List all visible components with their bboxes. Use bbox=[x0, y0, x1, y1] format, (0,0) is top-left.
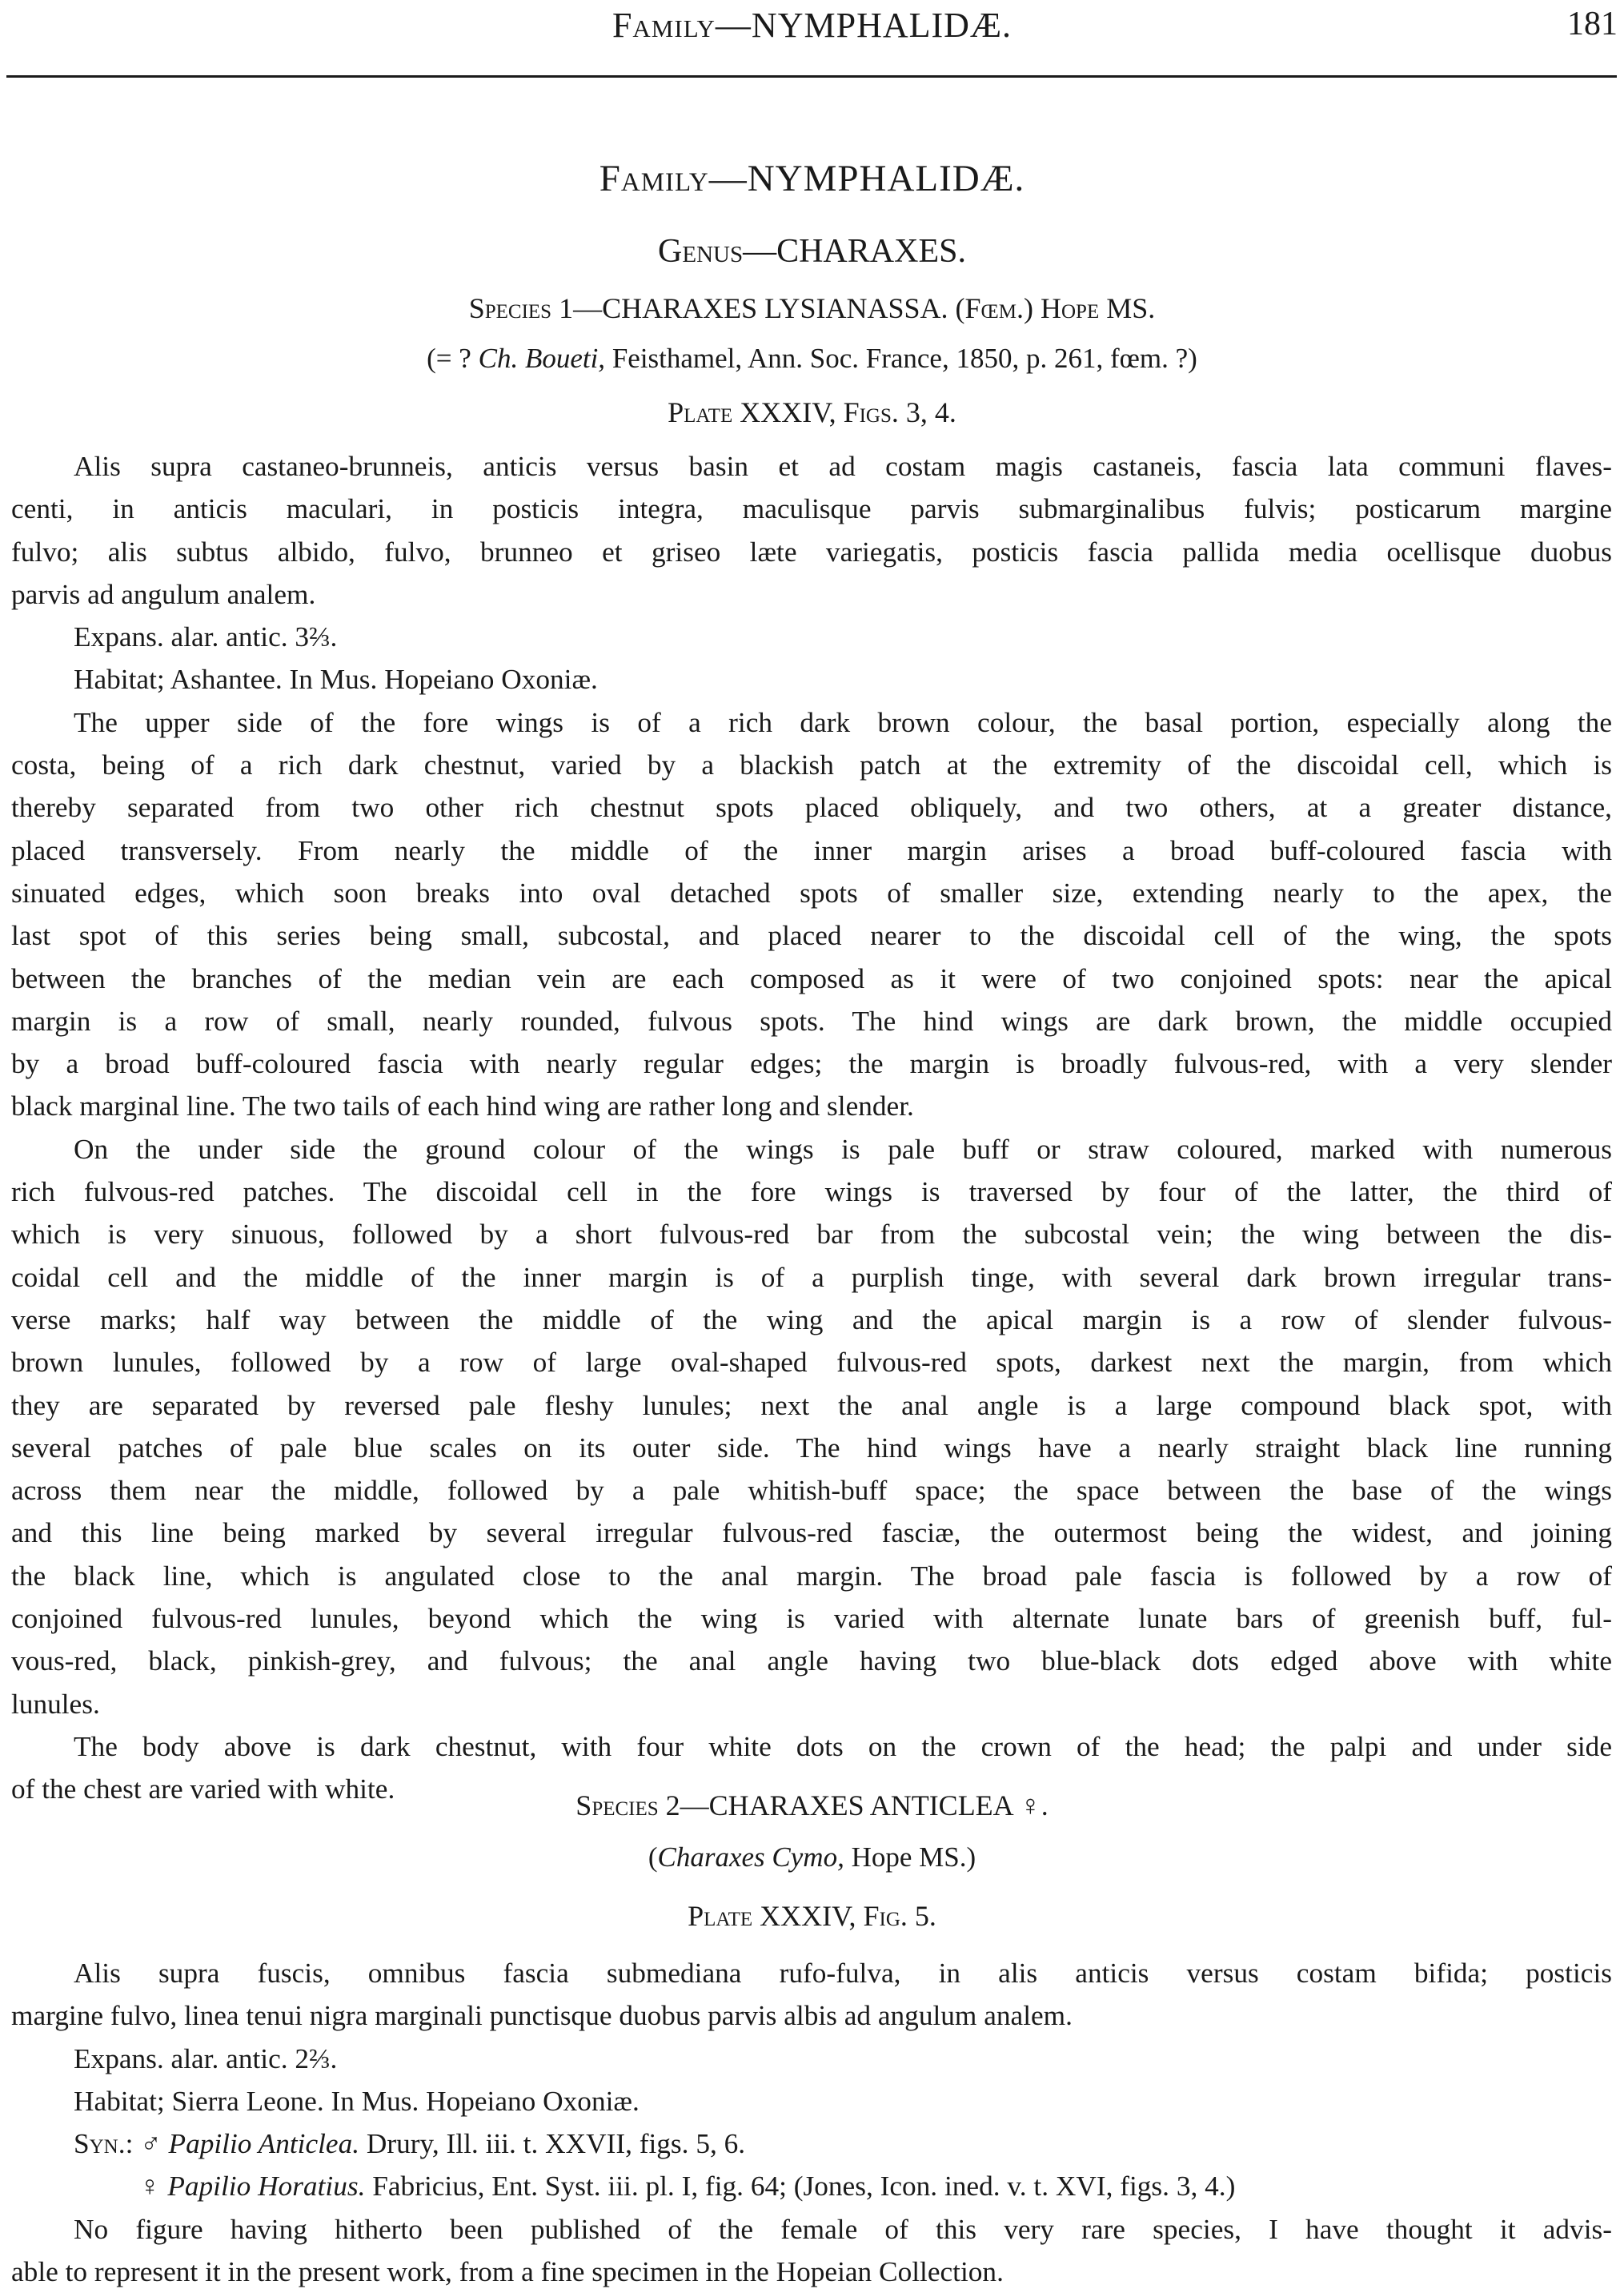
species-1-plate: Plate XXXIV, Figs. 3, 4. bbox=[668, 396, 956, 428]
latin-line: Alis supra fuscis, omnibus fascia submediana rufo-fulva, in alis anticis versus costam bifida; posticis bbox=[74, 1958, 1612, 1989]
female-symbol: ♀ bbox=[139, 2171, 161, 2203]
under-side-line: they are separated by reversed pale fleshy lunules; next the anal angle is a large compound black spot, with bbox=[11, 1389, 1612, 1421]
under-side-line: the black line, which is angulated close to the anal margin. The broad pale fascia is followed by a row of bbox=[11, 1560, 1612, 1592]
upper-side-line: between the branches of the median vein are each composed as it were of two conjoined spots: near the apical bbox=[11, 962, 1612, 994]
under-side-line: vous-red, black, pinkish-grey, and fulvous; the anal angle having two blue-black dots edged above with white bbox=[11, 1645, 1612, 1677]
under-side-line: lunules. bbox=[11, 1688, 100, 1720]
latin-line: margine fulvo, linea tenui nigra marginali punctisque duobus parvis albis ad angulum analem. bbox=[11, 2000, 1073, 2032]
species-2-heading: Species 2—CHARAXES ANTICLEA ♀. bbox=[575, 1789, 1049, 1821]
running-head-title: Family—NYMPHALIDÆ. bbox=[612, 6, 1012, 45]
latin-line: Alis supra castaneo-brunneis, anticis versus basin et ad costam magis castaneis, fascia lata communi flaves- bbox=[74, 451, 1612, 482]
synonym-prefix: (= ? bbox=[427, 343, 479, 374]
upper-side-line: thereby separated from two other rich chestnut spots placed obliquely, and two others, at a greater distance, bbox=[11, 792, 1612, 824]
upper-side-line: last spot of this series being small, subcostal, and placed nearer to the discoidal cell of the wing, the spots bbox=[11, 920, 1612, 952]
synonym-name: Charaxes Cymo, bbox=[657, 1841, 844, 1873]
upper-side-line: sinuated edges, which soon breaks into oval detached spots of smaller size, extending nearly to the apex, the bbox=[11, 877, 1612, 909]
species-1-heading: Species 1—CHARAXES LYSIANASSA. (Fœm.) Hope MS. bbox=[468, 292, 1156, 324]
body-line: of the chest are varied with white. bbox=[11, 1773, 395, 1805]
under-side-line: brown lunules, followed by a row of large oval-shaped fulvous-red spots, darkest next the margin, from which bbox=[11, 1347, 1612, 1379]
under-side-line: conjoined fulvous-red lunules, beyond which the wing is varied with alternate lunate bars of greenish buff, ful- bbox=[11, 1603, 1612, 1635]
under-side-line: coidal cell and the middle of the inner margin is of a purplish tinge, with several dark brown irregular trans- bbox=[11, 1261, 1612, 1293]
synonym-open: ( bbox=[648, 1841, 658, 1873]
upper-side-line: placed transversely. From nearly the middle of the inner margin arises a broad buff-coloured fascia with bbox=[11, 834, 1612, 866]
synonym-line-1 bbox=[11, 2122, 1612, 2165]
closing-line: No figure having hitherto been published of the female of this very rare species, I have thought it advis- bbox=[74, 2213, 1612, 2245]
under-side-line: several patches of pale blue scales on its outer side. The hind wings have a nearly straight black line running bbox=[11, 1432, 1612, 1464]
species-2-synonym bbox=[0, 1841, 1624, 1873]
under-side-line: On the under side the ground colour of the wings is pale buff or straw coloured, marked with numerous bbox=[74, 1133, 1612, 1165]
syn1-ref: Drury, Ill. iii. t. XXVII, figs. 5, 6. bbox=[366, 2128, 746, 2160]
under-side-line: and this line being marked by several irregular fulvous-red fasciæ, the outermost being the widest, and joining bbox=[11, 1517, 1612, 1549]
under-side-line: verse marks; half way between the middle of the wing and the apical margin is a row of slender fulvous- bbox=[11, 1303, 1612, 1335]
expans-line: Expans. alar. antic. 3⅔. bbox=[74, 621, 338, 653]
male-symbol: ♂ bbox=[140, 2128, 162, 2160]
habitat-line: Habitat; Ashantee. In Mus. Hopeiano Oxoniæ. bbox=[74, 664, 598, 696]
synonym-rest: Feisthamel, Ann. Soc. France, 1850, p. 261, fœm. ?) bbox=[605, 343, 1197, 374]
upper-side-line: black marginal line. The two tails of each hind wing are rather long and slender. bbox=[11, 1090, 914, 1122]
genus-heading: Genus—CHARAXES. bbox=[658, 233, 966, 270]
running-head bbox=[0, 5, 1624, 53]
species-1-text bbox=[11, 445, 1612, 1811]
syn1-name: Papilio Anticlea. bbox=[168, 2128, 360, 2160]
species-2-text bbox=[11, 1952, 1612, 2293]
species-1-synonym bbox=[0, 343, 1624, 375]
header-rule bbox=[6, 75, 1617, 78]
synonym-line-2 bbox=[11, 2165, 1612, 2207]
page-number: 181 bbox=[1567, 6, 1618, 42]
under-side-line: which is very sinuous, followed by a short fulvous-red bar from the subcostal vein; the wing between the dis- bbox=[11, 1219, 1612, 1251]
species-2-plate: Plate XXXIV, Fig. 5. bbox=[688, 1900, 936, 1932]
synonym-name: Ch. Boueti, bbox=[478, 343, 606, 374]
syn2-name: Papilio Horatius. bbox=[167, 2171, 366, 2203]
family-heading: Family—NYMPHALIDÆ. bbox=[599, 158, 1025, 199]
under-side-line: across them near the middle, followed by a pale whitish-buff space; the space between the base of the wings bbox=[11, 1475, 1612, 1507]
synonym-rest: Hope MS.) bbox=[844, 1841, 976, 1873]
closing-line: able to represent it in the present work, from a fine specimen in the Hopeian Collection. bbox=[11, 2256, 1004, 2288]
upper-side-line: margin is a row of small, nearly rounded, fulvous spots. The hind wings are dark brown, the middle occupied bbox=[11, 1005, 1612, 1037]
under-side-line: rich fulvous-red patches. The discoidal cell in the fore wings is traversed by four of the latter, the third of bbox=[11, 1176, 1612, 1208]
latin-line: fulvo; alis subtus albido, fulvo, brunneo et griseo læte variegatis, posticis fascia pallida media ocellisque duobus bbox=[11, 536, 1612, 568]
syn2-ref: Fabricius, Ent. Syst. iii. pl. I, fig. 64; (Jones, Icon. ined. v. t. XVI, figs. 3, 4.) bbox=[372, 2171, 1236, 2203]
body-line: The body above is dark chestnut, with four white dots on the crown of the head; the palpi and under side bbox=[74, 1730, 1612, 1762]
latin-line: centi, in anticis maculari, in posticis integra, maculisque parvis submarginalibus fulvis; posticarum margine bbox=[11, 493, 1612, 525]
habitat-line: Habitat; Sierra Leone. In Mus. Hopeiano Oxoniæ. bbox=[74, 2085, 640, 2117]
latin-line: parvis ad angulum analem. bbox=[11, 578, 316, 610]
upper-side-line: The upper side of the fore wings is of a rich dark brown colour, the basal portion, especially along the bbox=[74, 706, 1612, 738]
syn-label: Syn.: bbox=[74, 2128, 134, 2160]
upper-side-line: by a broad buff-coloured fascia with nearly regular edges; the margin is broadly fulvous-red, with a very slender bbox=[11, 1048, 1612, 1080]
expans-line: Expans. alar. antic. 2⅔. bbox=[74, 2042, 338, 2074]
upper-side-line: costa, being of a rich dark chestnut, varied by a blackish patch at the extremity of the discoidal cell, which is bbox=[11, 749, 1612, 781]
